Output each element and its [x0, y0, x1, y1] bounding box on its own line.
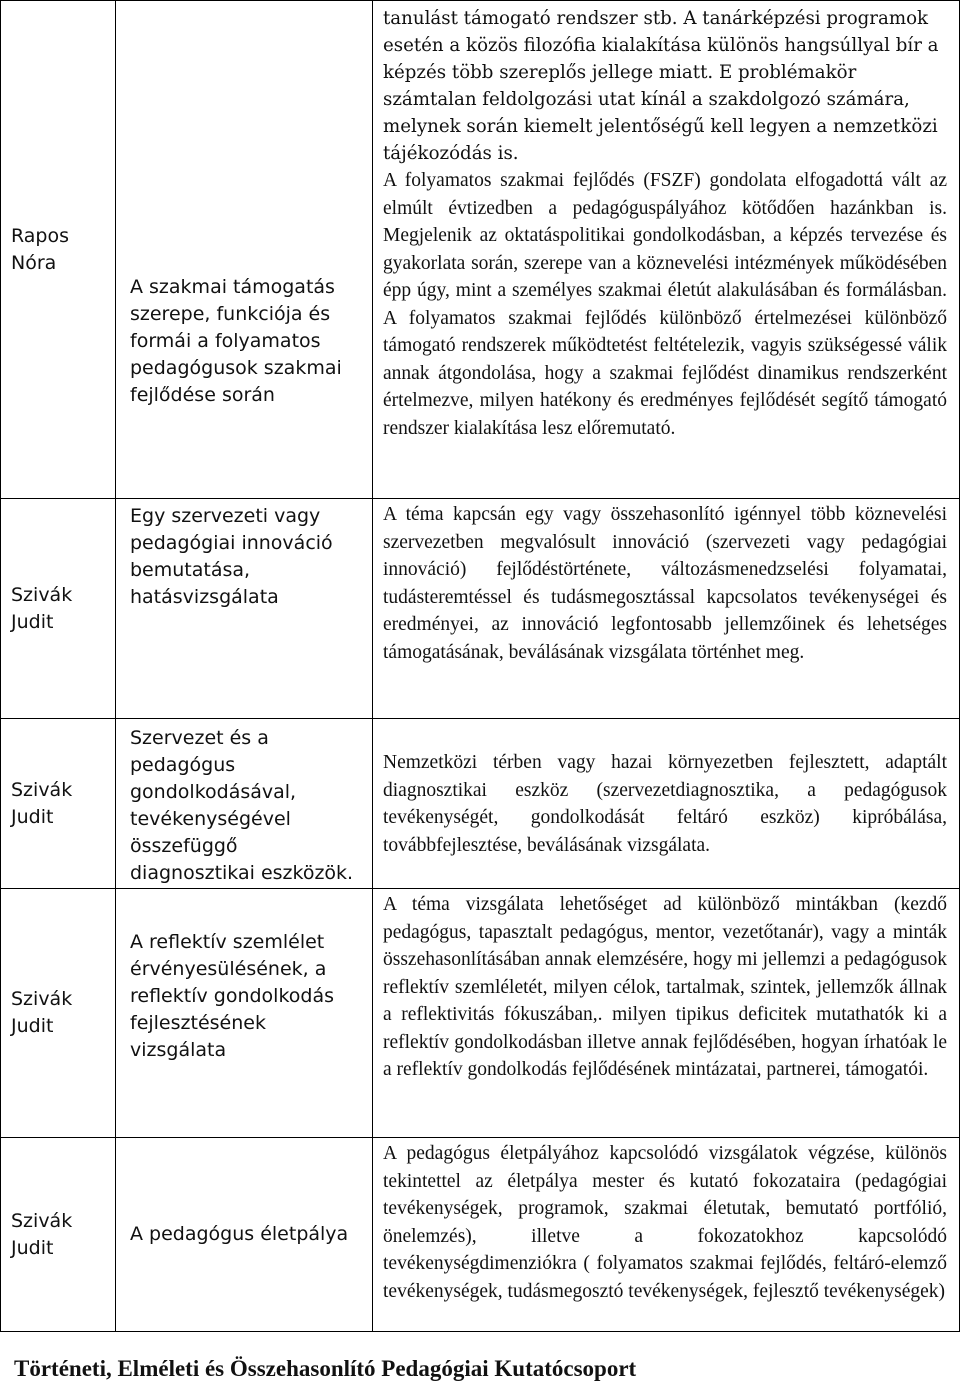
topic-cell: A pedagógus életpálya — [116, 1138, 373, 1332]
author-cell: Szivák Judit — [1, 889, 116, 1138]
author-cell: Szivák Judit — [1, 719, 116, 889]
description-text: A téma kapcsán egy vagy összehasonlító igénnyel több köznevelési szervezetben megvalósult innováció (szervezeti vagy pedagógiai innováció) fejlődéstörténete, változásmenedzselési folyamatai, tudásteremtéssel és tudásmegosztással kapcsolatos tevékenységei és eredményei, az innováció legfontosabb jellemzőinek és lehetséges támogatásának, beválásának vizsgálata történhet meg. — [383, 504, 947, 663]
table-row — [1, 889, 960, 1138]
author-cell: Szivák Judit — [1, 499, 116, 719]
table-row — [1, 1, 960, 499]
topic-cell: A szakmai támogatás szerepe, funkciója és formái a folyamatos pedagógusok szakmai fejlődése során — [116, 1, 373, 499]
description-text: A téma vizsgálata lehetőséget ad különböző mintákban (kezdő pedagógus, tapasztalt pedagógus, mentor, vezetőtanár), vagy a minták összehasonlításában annak elemzésére, hogy mi jellemzi a pedagógusok reflektív szemléletét, milyen célok, tartalmak, szintek, jellemzők állnak a reflektivitás fókuszában,. milyen tipikus deficitek mutathatók ki a reflektív gondolkodásban illetve annak fejlődésében, hogyan írhatóak le a reflektív gondolkodás fejlődésének mintázatai, partnerei, támogatói. — [383, 894, 947, 1080]
description-text: A pedagógus életpályához kapcsolódó vizsgálatok végzése, különös tekintettel az életpálya mester és kutató fokozataira (pedagógiai tevékenységek, programok, szakmai életutak, bemutató portfólió, önelemzés), illetve a fokozatokhoz kapcsolódó tevékenységdimenziókra ( folyamatos szakmai fejlődés, feltáró-elemző tevékenységek, tudásmegosztó tevékenységek, fejlesztő tevékenységek) — [383, 1143, 947, 1302]
description-text: A folyamatos szakmai fejlődés (FSZF) gondolata elfogadottá vált az elmúlt évtizedben a pedagóguspályához kötődően hazánkban is. Megjelenik az oktatáspolitikai gondolkodásban, a képzés tervezése és gyakorlata során, szerepe van a köznevelési intézmények működésében épp úgy, mint a személyes szakmai életút alakulásában és formálásban. A folyamatos szakmai fejlődés különböző értelmezései különböző támogató rendszerek működtetést feltételezik, vagyis szükségessé válik annak átgondolása, hogy a szakmai fejlődést dinamikus rendszerként értelmezve, milyen hatékony és eredményes fejlődését segítő támogató rendszer kialakítása lesz előremutató. — [383, 170, 947, 439]
topic-cell: Szervezet és a pedagógus gondolkodásával, tevékenységével összefüggő diagnosztikai eszközök. — [116, 719, 373, 889]
description-cell — [373, 719, 960, 889]
author-cell: Szivák Judit — [1, 1138, 116, 1332]
description-continued-text: tanulást támogató rendszer stb. A tanárképzési programok esetén a közös filozófia kialakítása különös hangsúllyal bír a képzés több szereplős jellege miatt. E problémakör számtalan feldolgozási utat kínál a szakdolgozó számára, melynek során kiemelt jelentőségű kell legyen a nemzetközi tájékozódás is. — [383, 8, 939, 164]
topic-cell: A reflektív szemlélet érvényesülésének, a reflektív gondolkodás fejlesztésének vizsgálata — [116, 889, 373, 1138]
description-cell — [373, 889, 960, 1138]
description-cell — [373, 1, 960, 499]
topic-cell: Egy szervezeti vagy pedagógiai innováció bemutatása, hatásvizsgálata — [116, 499, 373, 719]
author-cell: Rapos Nóra — [1, 1, 116, 499]
table-row — [1, 719, 960, 889]
description-cell — [373, 499, 960, 719]
table-row — [1, 499, 960, 719]
description-text: Nemzetközi térben vagy hazai környezetben fejlesztett, adaptált diagnosztikai eszköz (szervezetdiagnosztika, a pedagógusok tevékenységét, gondolkodását feltáró eszköz) kipróbálása, továbbfejlesztése, beválásának vizsgálata. — [383, 752, 947, 856]
page-footer: Történeti, Elméleti és Összehasonlító Pedagógiai Kutatócsoport — [14, 1356, 637, 1381]
description-cell — [373, 1138, 960, 1332]
table-row — [1, 1138, 960, 1332]
